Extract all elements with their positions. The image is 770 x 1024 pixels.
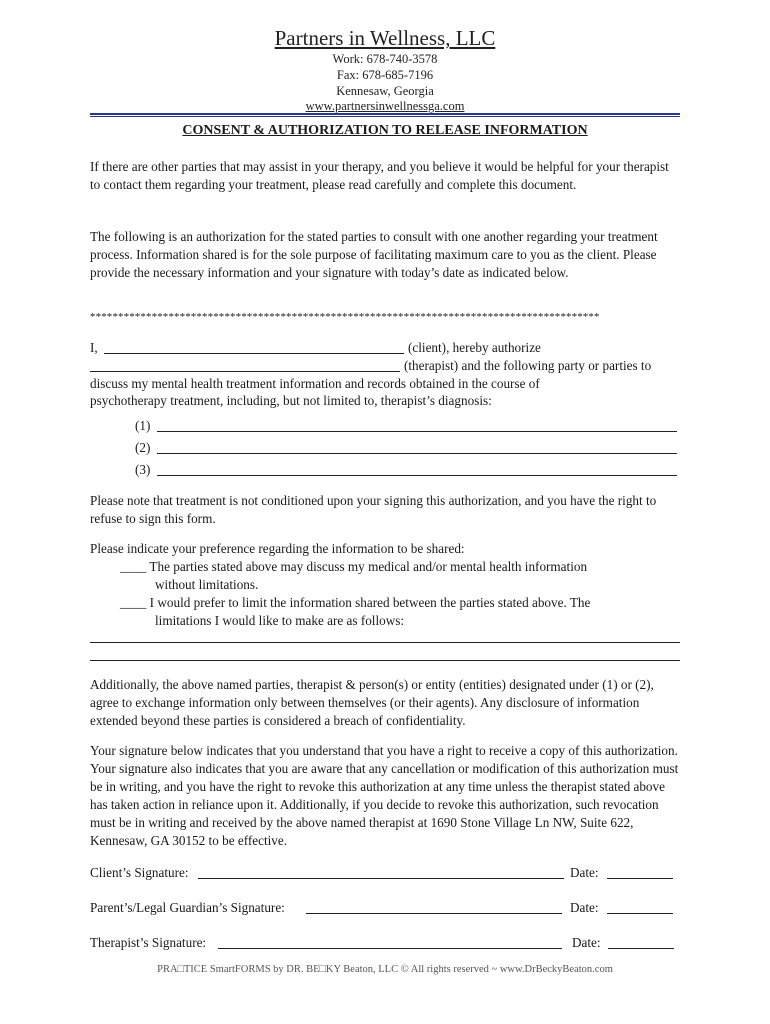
therapist-date-field[interactable] (608, 948, 674, 949)
i-label: I, (90, 340, 98, 355)
limitations-field-1[interactable] (90, 642, 680, 643)
client-suffix-text: (client), hereby authorize (408, 340, 541, 355)
client-signature-label: Client’s Signature: (90, 865, 189, 880)
treatment-note-paragraph: Please note that treatment is not conditioned upon your signing this authorization, and you have the right to refuse to sign this form. (90, 493, 657, 526)
therapist-name-field[interactable] (90, 371, 400, 372)
organization-name: Partners in Wellness, LLC (274, 26, 496, 50)
limitations-field-2[interactable] (90, 660, 680, 661)
option-limited[interactable]: ____ I would prefer to limit the information shared between the parties stated above. The (120, 595, 591, 610)
party-2-field[interactable] (157, 453, 677, 454)
therapist-suffix-text: (therapist) and the following party or parties to (404, 358, 652, 373)
separator-stars: ******************************************************************************************* (90, 311, 600, 323)
preference-intro: Please indicate your preference regarding the information to be shared: (90, 541, 465, 556)
guardian-date-label: Date: (570, 900, 599, 915)
authorization-text-line: discuss my mental health treatment information and records obtained in the course of (90, 376, 540, 391)
location: Kennesaw, Georgia (336, 84, 434, 98)
guardian-signature-label: Parent’s/Legal Guardian’s Signature: (90, 900, 285, 915)
party-2-label: (2) (135, 440, 151, 455)
authorization-paragraph: The following is an authorization for the stated parties to consult with one another regarding your treatment process. Information shared is for the sole purpose of facilitating maximum care to you as the client. Please provide the necessary information and your signature with today’s date as indicated below. (90, 229, 658, 280)
client-date-label: Date: (570, 865, 599, 880)
additional-paragraph: Additionally, the above named parties, therapist & person(s) or entity (entities) designated under (1) or (2), agree to exchange information only between themselves (or their agents). Any disclosure of information extended beyond these parties is considered a breach of confidentiality. (90, 677, 654, 728)
intro-paragraph: If there are other parties that may assist in your therapy, and you believe it would be helpful for your therapist to contact them regarding your treatment, please read carefully and complete this document. (90, 159, 669, 192)
option-unlimited[interactable]: ____ The parties stated above may discuss my medical and/or mental health information (120, 559, 588, 574)
signature-explanation-paragraph: Your signature below indicates that you understand that you have a right to receive a copy of this authorization. Your signature also indicates that you are aware that any cancellation or modification of this authorization must be in writing, and you have the right to revoke this authorization at any time unless the therapist stated above has taken action in reliance upon it. Additionally, if you decide to revoke this authorization, such revocation must be in writing and received by the above named therapist at 1690 Stone Village Ln NW, Suite 622, Kennesaw, GA 30152 to be effective. (90, 743, 679, 848)
option-unlimited-cont: without limitations. (155, 577, 259, 592)
party-1-label: (1) (135, 418, 151, 433)
fax-number: Fax: 678-685-7196 (336, 68, 434, 82)
client-date-field[interactable] (607, 878, 673, 879)
guardian-date-field[interactable] (607, 913, 673, 914)
header-divider (90, 113, 680, 115)
header-divider-thin (90, 116, 680, 117)
authorization-text-line: psychotherapy treatment, including, but not limited to, therapist’s diagnosis: (90, 393, 492, 408)
guardian-signature-field[interactable] (306, 913, 562, 914)
client-name-field[interactable] (104, 353, 404, 354)
website-link[interactable]: www.partnersinwellnessga.com (305, 99, 465, 113)
work-phone: Work: 678-740-3578 (332, 52, 438, 66)
party-3-field[interactable] (157, 475, 677, 476)
therapist-signature-label: Therapist’s Signature: (90, 935, 207, 950)
therapist-date-label: Date: (572, 935, 601, 950)
party-1-field[interactable] (157, 431, 677, 432)
client-signature-field[interactable] (198, 878, 564, 879)
document-title: CONSENT & AUTHORIZATION TO RELEASE INFORMATION (182, 123, 588, 138)
footer-copyright: PRA□TICE SmartFORMS by DR. BE□KY Beaton, LLC © All rights reserved ~ www.DrBeckyBeaton.com (157, 964, 613, 975)
therapist-signature-field[interactable] (218, 948, 562, 949)
party-3-label: (3) (135, 462, 151, 477)
option-limited-cont: limitations I would like to make are as follows: (155, 613, 405, 628)
